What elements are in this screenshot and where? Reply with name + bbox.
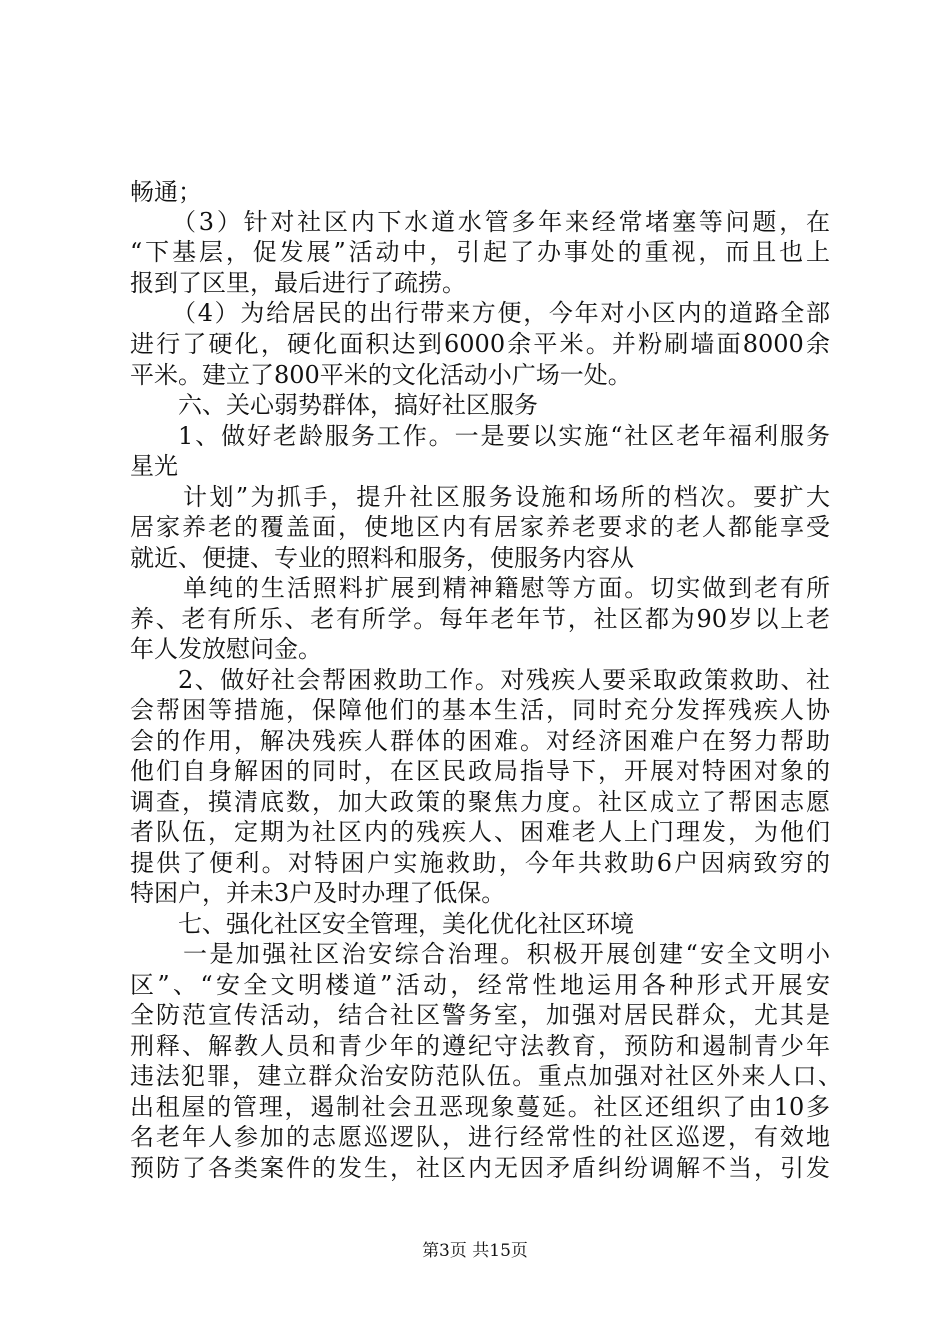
text-line: 1、做好老龄服务工作。一是要以实施“社区老年福利服务 [178, 422, 830, 450]
section-heading: 六、关心弱势群体，搞好社区服务 [178, 391, 538, 419]
text-line: 调查，摸清底数，加大政策的聚焦力度。社区成立了帮困志愿 [130, 788, 830, 816]
text-line: 名老年人参加的志愿巡逻队，进行经常性的社区巡逻，有效地 [130, 1123, 830, 1151]
text-line: （4）为给居民的出行带来方便，今年对小区内的道路全部 [172, 299, 830, 327]
text-line: 会的作用，解决残疾人群体的困难。对经济困难户在努力帮助 [130, 727, 830, 755]
text-line: 预防了各类案件的发生，社区内无因矛盾纠纷调解不当，引发 [130, 1154, 830, 1182]
text-line: 居家养老的覆盖面，使地区内有居家养老要求的老人都能享受 [130, 513, 830, 541]
text-line: 一是加强社区治安综合治理。积极开展创建“安全文明小 [183, 940, 830, 968]
text-line: 2、做好社会帮困救助工作。对残疾人要采取政策救助、社 [178, 666, 830, 694]
text-line: 畅通； [130, 178, 202, 206]
section-heading: 七、强化社区安全管理，美化优化社区环境 [178, 910, 634, 938]
text-line: （3）针对社区内下水道水管多年来经常堵塞等问题，在 [172, 208, 830, 236]
text-line: 报到了区里，最后进行了疏捞。 [130, 269, 466, 297]
text-line: 提供了便利。对特困户实施救助，今年共救助6户因病致穷的 [130, 849, 830, 877]
text-line: 会帮困等措施，保障他们的基本生活，同时充分发挥残疾人协 [130, 696, 830, 724]
text-line: 出租屋的管理，遏制社会丑恶现象蔓延。社区还组织了由10多 [130, 1093, 830, 1121]
text-line: 进行了硬化，硬化面积达到6000余平米。并粉刷墙面8000余 [130, 330, 830, 358]
text-line: 刑释、解教人员和青少年的遵纪守法教育，预防和遏制青少年 [130, 1032, 830, 1060]
text-line: 年人发放慰问金。 [130, 635, 322, 663]
text-line: 星光 [130, 452, 178, 480]
text-line: 全防范宣传活动，结合社区警务室，加强对居民群众，尤其是 [130, 1001, 830, 1029]
text-line: 特困户，并未3户及时办理了低保。 [130, 879, 506, 907]
text-line: 计划”为抓手，提升社区服务设施和场所的档次。要扩大 [183, 483, 830, 511]
page-number-footer: 第3页 共15页 [422, 1241, 528, 1261]
text-line: 平米。建立了800平米的文化活动小广场一处。 [130, 361, 632, 389]
text-line: 单纯的生活照料扩展到精神籍慰等方面。切实做到老有所 [183, 574, 830, 602]
text-line: 养、老有所乐、老有所学。每年老年节，社区都为90岁以上老 [130, 605, 830, 633]
text-line: 区”、“安全文明楼道”活动，经常性地运用各种形式开展安 [130, 971, 830, 999]
text-line: 就近、便捷、专业的照料和服务，使服务内容从 [130, 544, 634, 572]
text-line: 者队伍，定期为社区内的残疾人、困难老人上门理发，为他们 [130, 818, 830, 846]
text-line: 他们自身解困的同时，在区民政局指导下，开展对特困对象的 [130, 757, 830, 785]
text-line: “下基层，促发展”活动中，引起了办事处的重视，而且也上 [130, 238, 830, 266]
text-line: 违法犯罪，建立群众治安防范队伍。重点加强对社区外来人口、 [130, 1062, 842, 1090]
